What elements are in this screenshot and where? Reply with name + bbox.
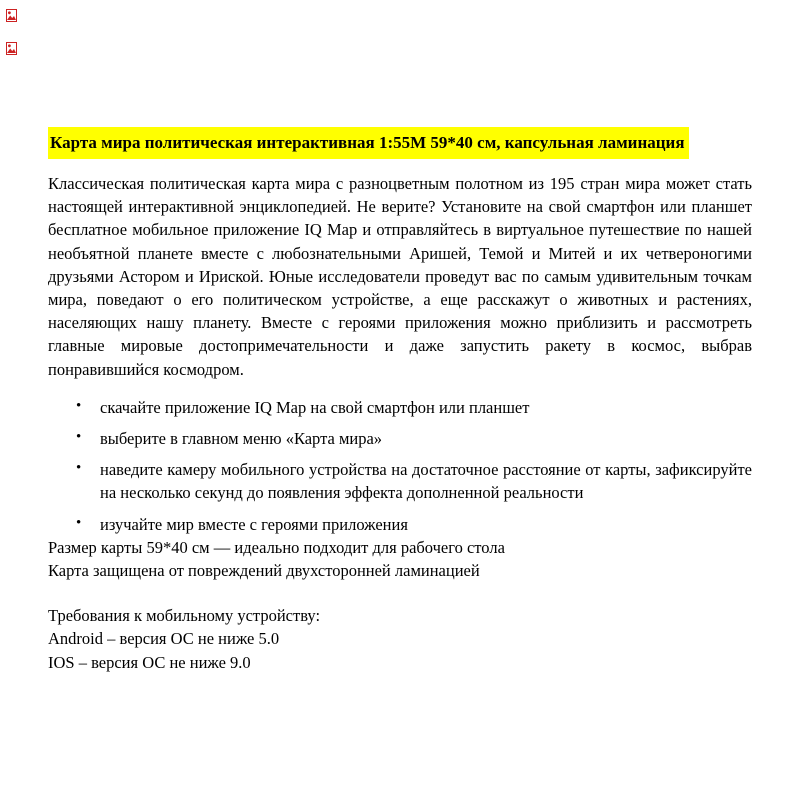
list-item-text: выберите в главном меню «Карта мира» [100,429,383,449]
requirement-android: Android – версия ОС не ниже 5.0 [48,629,280,649]
bullet-icon: • [76,514,82,531]
requirements-section [48,604,752,674]
description-paragraph: Классическая политическая карта мира с разноцветным полотном из 195 стран мира может стать настоящей интерактивной энциклопедией. Не верите? Установите на свой смартфон или планшет бесплатное мобильное приложение IQ Map и отправляйтесь в виртуальное путешествие по нашей необъятной планете вместе с любознательными Аришей, Темой и Митей и их четвероногими друзьями Астором и Ириской. Юные исследователи проведут вас по самым удивительным точкам мира, поведают о его политическом устройстве, а еще расскажут о животных и растениях, населяющих нашу планету. Вместе с героями приложения можно приблизить и рассмотреть главные мировые достопримечательности и даже запустить ракету в космос, выбрав понравившийся космодром. [48,174,752,379]
list-item-text: наведите камеру мобильного устройства на достаточное расстояние от карты, зафиксируйте на несколько секунд до появления эффекта дополненной реальности [100,460,752,503]
broken-image-icon [6,42,17,55]
list-item [48,427,752,450]
bullet-icon: • [76,429,82,446]
list-item [48,396,752,419]
list-item-text: скачайте приложение IQ Map на свой смартфон или планшет [100,397,530,417]
size-info-line: Размер карты 59*40 см — идеально подходит для рабочего стола [48,537,505,557]
bullet-icon: • [76,397,82,414]
bullet-icon: • [76,460,82,477]
page-title-highlight: Карта мира политическая интерактивная 1:55М 59*40 см, капсульная ламинация [48,127,689,159]
broken-image-icon [6,9,17,22]
list-item [48,458,752,504]
page-title [48,0,752,154]
list-item-text: изучайте мир вместе с героями приложения [100,514,408,534]
requirements-heading: Требования к мобильному устройству: [48,606,321,626]
instructions-list [48,396,752,536]
list-item [48,513,752,536]
requirement-ios: IOS – версия ОС не ниже 9.0 [48,652,251,672]
lamination-info-line: Карта защищена от повреждений двухсторонней ламинацией [48,561,480,581]
